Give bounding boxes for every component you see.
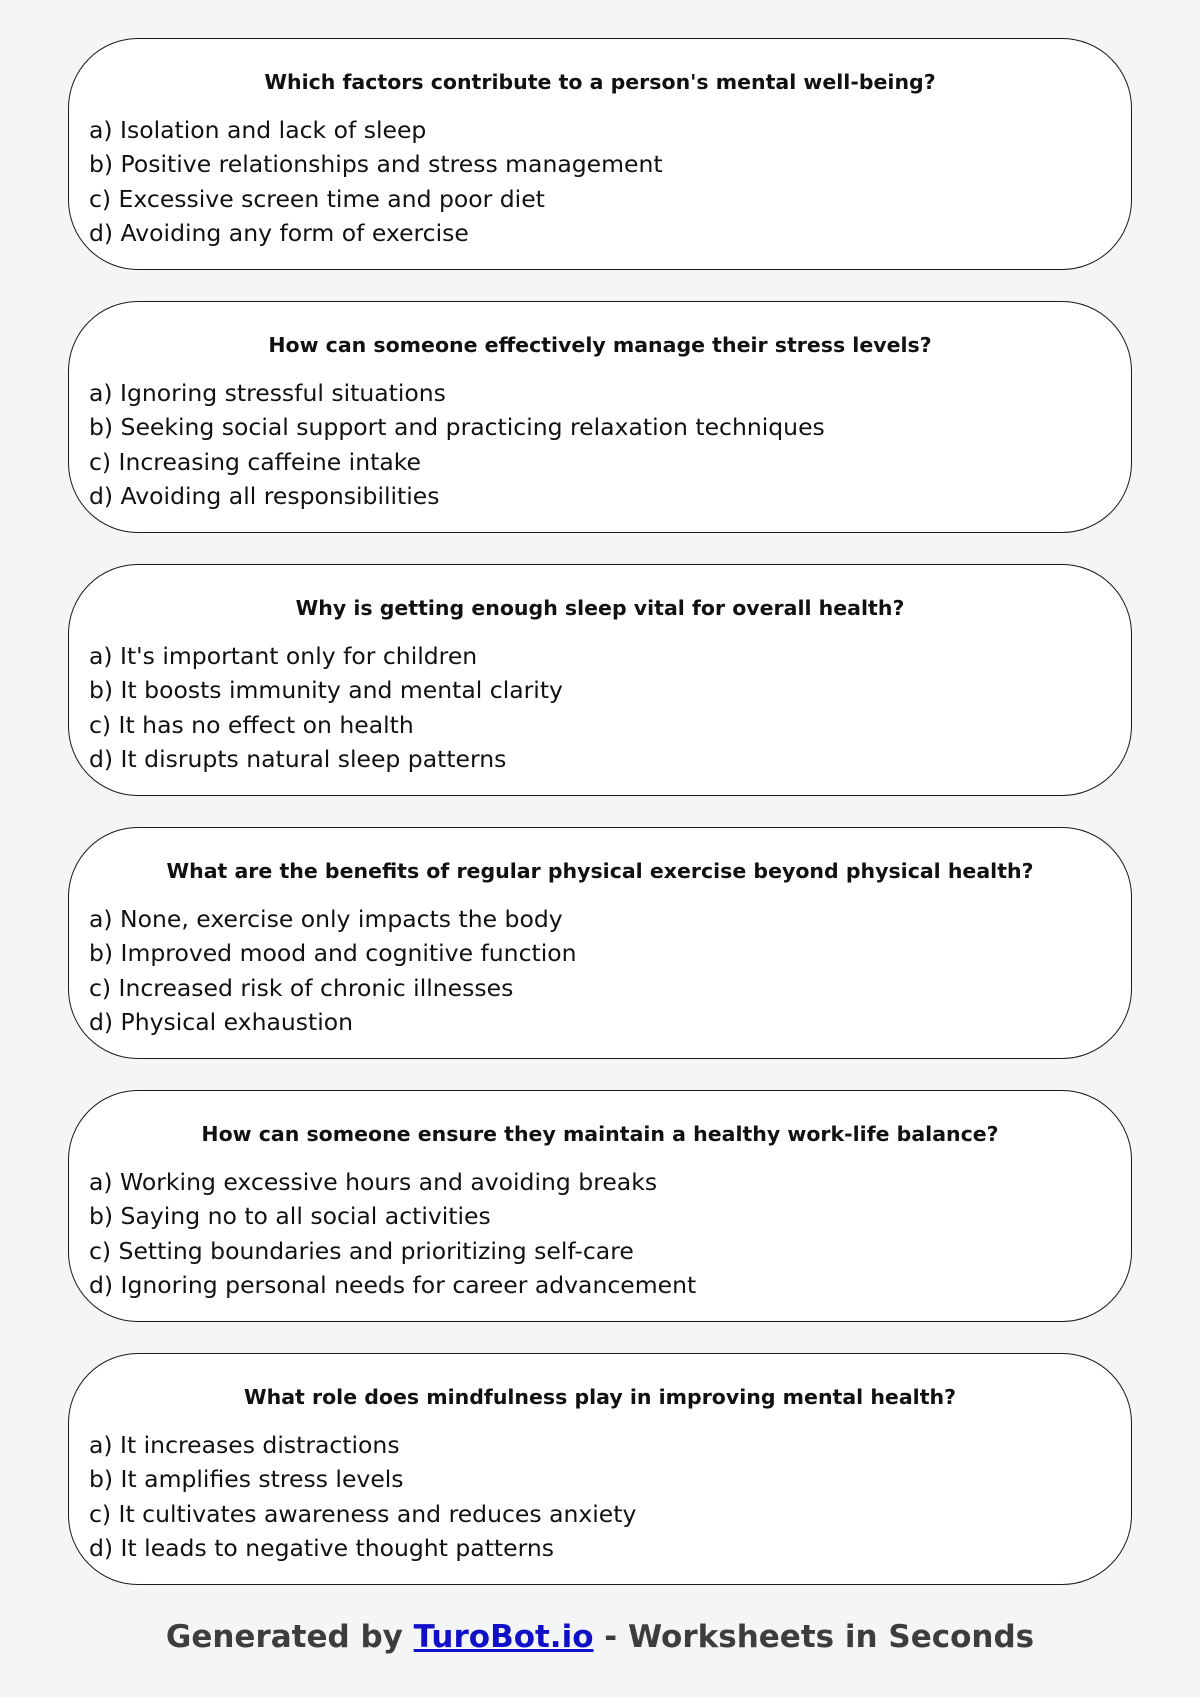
option-d: d) It disrupts natural sleep patterns xyxy=(89,744,507,773)
option-c: c) It cultivates awareness and reduces anxiety xyxy=(89,1499,637,1528)
question-card-2 xyxy=(68,301,1132,533)
option-b: b) Improved mood and cognitive function xyxy=(89,939,577,968)
question-card-1 xyxy=(68,38,1132,270)
footer-prefix: Generated by xyxy=(165,1619,414,1655)
question-text: What role does mindfulness play in improving mental health? xyxy=(244,1385,956,1409)
option-d: d) Physical exhaustion xyxy=(89,1007,354,1036)
question-text: What are the benefits of regular physical exercise beyond physical health? xyxy=(166,859,1034,883)
option-d: d) It leads to negative thought patterns xyxy=(89,1533,554,1562)
option-a: a) None, exercise only impacts the body xyxy=(89,905,563,933)
question-text: How can someone effectively manage their stress levels? xyxy=(268,333,932,357)
option-b: b) Saying no to all social activities xyxy=(89,1202,491,1231)
question-text: Why is getting enough sleep vital for overall health? xyxy=(295,596,905,620)
footer xyxy=(0,1617,1200,1657)
option-a: a) Working excessive hours and avoiding breaks xyxy=(89,1168,658,1196)
footer-suffix: - Worksheets in Seconds xyxy=(593,1619,1035,1655)
options-list xyxy=(89,376,1111,513)
options-list xyxy=(89,639,1111,776)
option-d: d) Avoiding any form of exercise xyxy=(89,218,469,247)
option-d: d) Ignoring personal needs for career advancement xyxy=(89,1270,697,1299)
option-a: a) It increases distractions xyxy=(89,1431,400,1459)
options-list xyxy=(89,902,1111,1039)
option-b: b) Seeking social support and practicing relaxation techniques xyxy=(89,413,825,442)
question-text: How can someone ensure they maintain a healthy work-life balance? xyxy=(201,1122,999,1146)
option-c: c) Increasing caffeine intake xyxy=(89,447,421,476)
question-card-6 xyxy=(68,1353,1132,1585)
option-a: a) Ignoring stressful situations xyxy=(89,379,446,407)
question-card-4 xyxy=(68,827,1132,1059)
option-a: a) Isolation and lack of sleep xyxy=(89,116,427,144)
turobot-link[interactable]: TuroBot.io xyxy=(413,1619,594,1655)
option-c: c) Setting boundaries and prioritizing self-care xyxy=(89,1236,634,1265)
option-b: b) It boosts immunity and mental clarity xyxy=(89,676,563,705)
option-c: c) It has no effect on health xyxy=(89,710,414,739)
option-b: b) Positive relationships and stress management xyxy=(89,150,663,179)
option-a: a) It's important only for children xyxy=(89,642,478,670)
options-list xyxy=(89,1165,1111,1302)
worksheet xyxy=(68,38,1132,1616)
option-b: b) It amplifies stress levels xyxy=(89,1465,404,1494)
options-list xyxy=(89,113,1111,250)
option-c: c) Excessive screen time and poor diet xyxy=(89,184,545,213)
question-card-3 xyxy=(68,564,1132,796)
option-c: c) Increased risk of chronic illnesses xyxy=(89,973,514,1002)
question-card-5 xyxy=(68,1090,1132,1322)
question-text: Which factors contribute to a person's mental well-being? xyxy=(264,70,936,94)
option-d: d) Avoiding all responsibilities xyxy=(89,481,440,510)
options-list xyxy=(89,1428,1111,1565)
